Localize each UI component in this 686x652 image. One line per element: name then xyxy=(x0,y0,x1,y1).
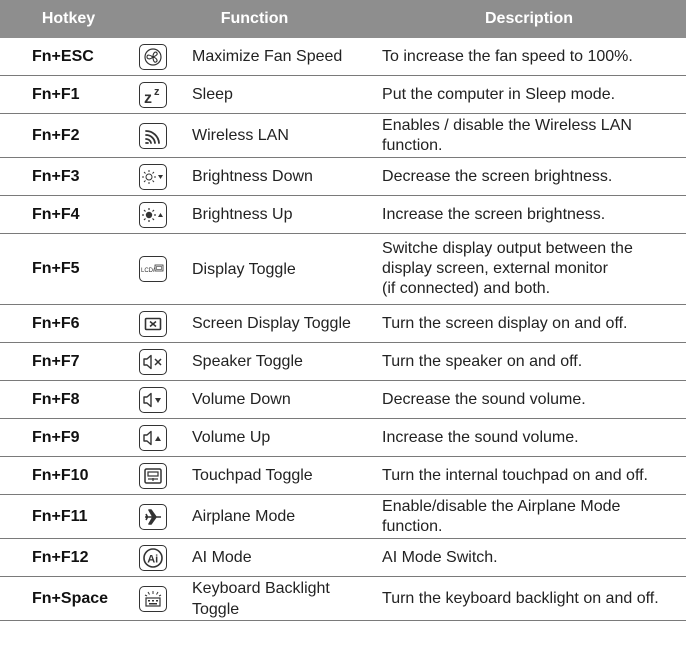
function-cell: Volume Up xyxy=(177,419,372,457)
hotkey-cell: Fn+F7 xyxy=(0,343,137,381)
description-cell: Decrease the screen brightness. xyxy=(372,158,686,196)
icon-cell xyxy=(137,539,177,577)
description-cell: AI Mode Switch. xyxy=(372,539,686,577)
icon-cell xyxy=(137,114,177,158)
header-hotkey: Hotkey xyxy=(0,0,137,38)
icon-cell xyxy=(137,234,177,305)
brightness-up-icon xyxy=(139,202,167,228)
hotkey-cell: Fn+F9 xyxy=(0,419,137,457)
icon-cell xyxy=(137,38,177,76)
description-cell: Increase the screen brightness. xyxy=(372,196,686,234)
description-cell: Enable/disable the Airplane Mode function. xyxy=(372,495,686,539)
sleep-icon xyxy=(139,82,167,108)
function-cell: AI Mode xyxy=(177,539,372,577)
icon-cell xyxy=(137,577,177,621)
icon-cell xyxy=(137,381,177,419)
hotkey-cell: Fn+F12 xyxy=(0,539,137,577)
table-row xyxy=(0,38,686,76)
table-row xyxy=(0,577,686,621)
function-cell: Brightness Up xyxy=(177,196,372,234)
function-cell: Volume Down xyxy=(177,381,372,419)
function-cell: Display Toggle xyxy=(177,234,372,305)
hotkey-cell: Fn+F6 xyxy=(0,305,137,343)
table-row xyxy=(0,158,686,196)
icon-cell xyxy=(137,196,177,234)
svg-text:z: z xyxy=(154,85,160,98)
hotkey-cell: Fn+F1 xyxy=(0,76,137,114)
table-row xyxy=(0,457,686,495)
keyboard-backlight-icon xyxy=(139,586,167,612)
table-body xyxy=(0,38,686,621)
icon-cell xyxy=(137,419,177,457)
table-row xyxy=(0,76,686,114)
icon-cell xyxy=(137,343,177,381)
function-cell: Keyboard Backlight Toggle xyxy=(177,577,372,621)
display-toggle-icon xyxy=(139,256,167,282)
volume-up-icon xyxy=(139,425,167,451)
display-toggle-label: LCD/ xyxy=(141,268,155,274)
table-row xyxy=(0,419,686,457)
description-cell: Turn the internal touchpad on and off. xyxy=(372,457,686,495)
table-row xyxy=(0,234,686,305)
header-row xyxy=(0,0,686,38)
description-cell: Turn the keyboard backlight on and off. xyxy=(372,577,686,621)
description-cell: To increase the fan speed to 100%. xyxy=(372,38,686,76)
table-row xyxy=(0,196,686,234)
description-cell: Turn the screen display on and off. xyxy=(372,305,686,343)
description-cell: Turn the speaker on and off. xyxy=(372,343,686,381)
hotkey-cell: Fn+F3 xyxy=(0,158,137,196)
description-cell: Put the computer in Sleep mode. xyxy=(372,76,686,114)
icon-cell xyxy=(137,76,177,114)
icon-cell xyxy=(137,305,177,343)
speaker-mute-icon xyxy=(139,349,167,375)
table-row xyxy=(0,114,686,158)
volume-down-icon xyxy=(139,387,167,413)
hotkey-cell: Fn+Space xyxy=(0,577,137,621)
icon-cell xyxy=(137,495,177,539)
table-row xyxy=(0,305,686,343)
function-cell: Brightness Down xyxy=(177,158,372,196)
airplane-icon xyxy=(139,504,167,530)
touchpad-icon xyxy=(139,463,167,489)
hotkey-cell: Fn+ESC xyxy=(0,38,137,76)
function-cell: Wireless LAN xyxy=(177,114,372,158)
hotkey-cell: Fn+F10 xyxy=(0,457,137,495)
fan-icon xyxy=(139,44,167,70)
table-row xyxy=(0,495,686,539)
function-cell: Sleep xyxy=(177,76,372,114)
function-cell: Screen Display Toggle xyxy=(177,305,372,343)
description-cell: Increase the sound volume. xyxy=(372,419,686,457)
icon-cell xyxy=(137,457,177,495)
svg-text:Ai: Ai xyxy=(147,553,159,565)
wireless-lan-icon xyxy=(139,123,167,149)
hotkey-cell: Fn+F11 xyxy=(0,495,137,539)
hotkey-cell: Fn+F8 xyxy=(0,381,137,419)
screen-off-icon xyxy=(139,311,167,337)
header-function: Function xyxy=(137,0,372,38)
table-row xyxy=(0,381,686,419)
function-cell: Airplane Mode xyxy=(177,495,372,539)
description-cell: Switche display output between the display screen, external monitor (if connected) and both. xyxy=(372,234,686,305)
hotkey-cell: Fn+F4 xyxy=(0,196,137,234)
svg-text:z: z xyxy=(144,89,152,105)
hotkey-cell: Fn+F2 xyxy=(0,114,137,158)
icon-cell xyxy=(137,158,177,196)
hotkey-cell: Fn+F5 xyxy=(0,234,137,305)
function-cell: Touchpad Toggle xyxy=(177,457,372,495)
header-description: Description xyxy=(372,0,686,38)
table-row xyxy=(0,539,686,577)
description-cell: Decrease the sound volume. xyxy=(372,381,686,419)
brightness-down-icon xyxy=(139,164,167,190)
ai-mode-icon xyxy=(139,545,167,571)
description-cell: Enables / disable the Wireless LAN function. xyxy=(372,114,686,158)
table-row xyxy=(0,343,686,381)
function-cell: Speaker Toggle xyxy=(177,343,372,381)
function-cell: Maximize Fan Speed xyxy=(177,38,372,76)
